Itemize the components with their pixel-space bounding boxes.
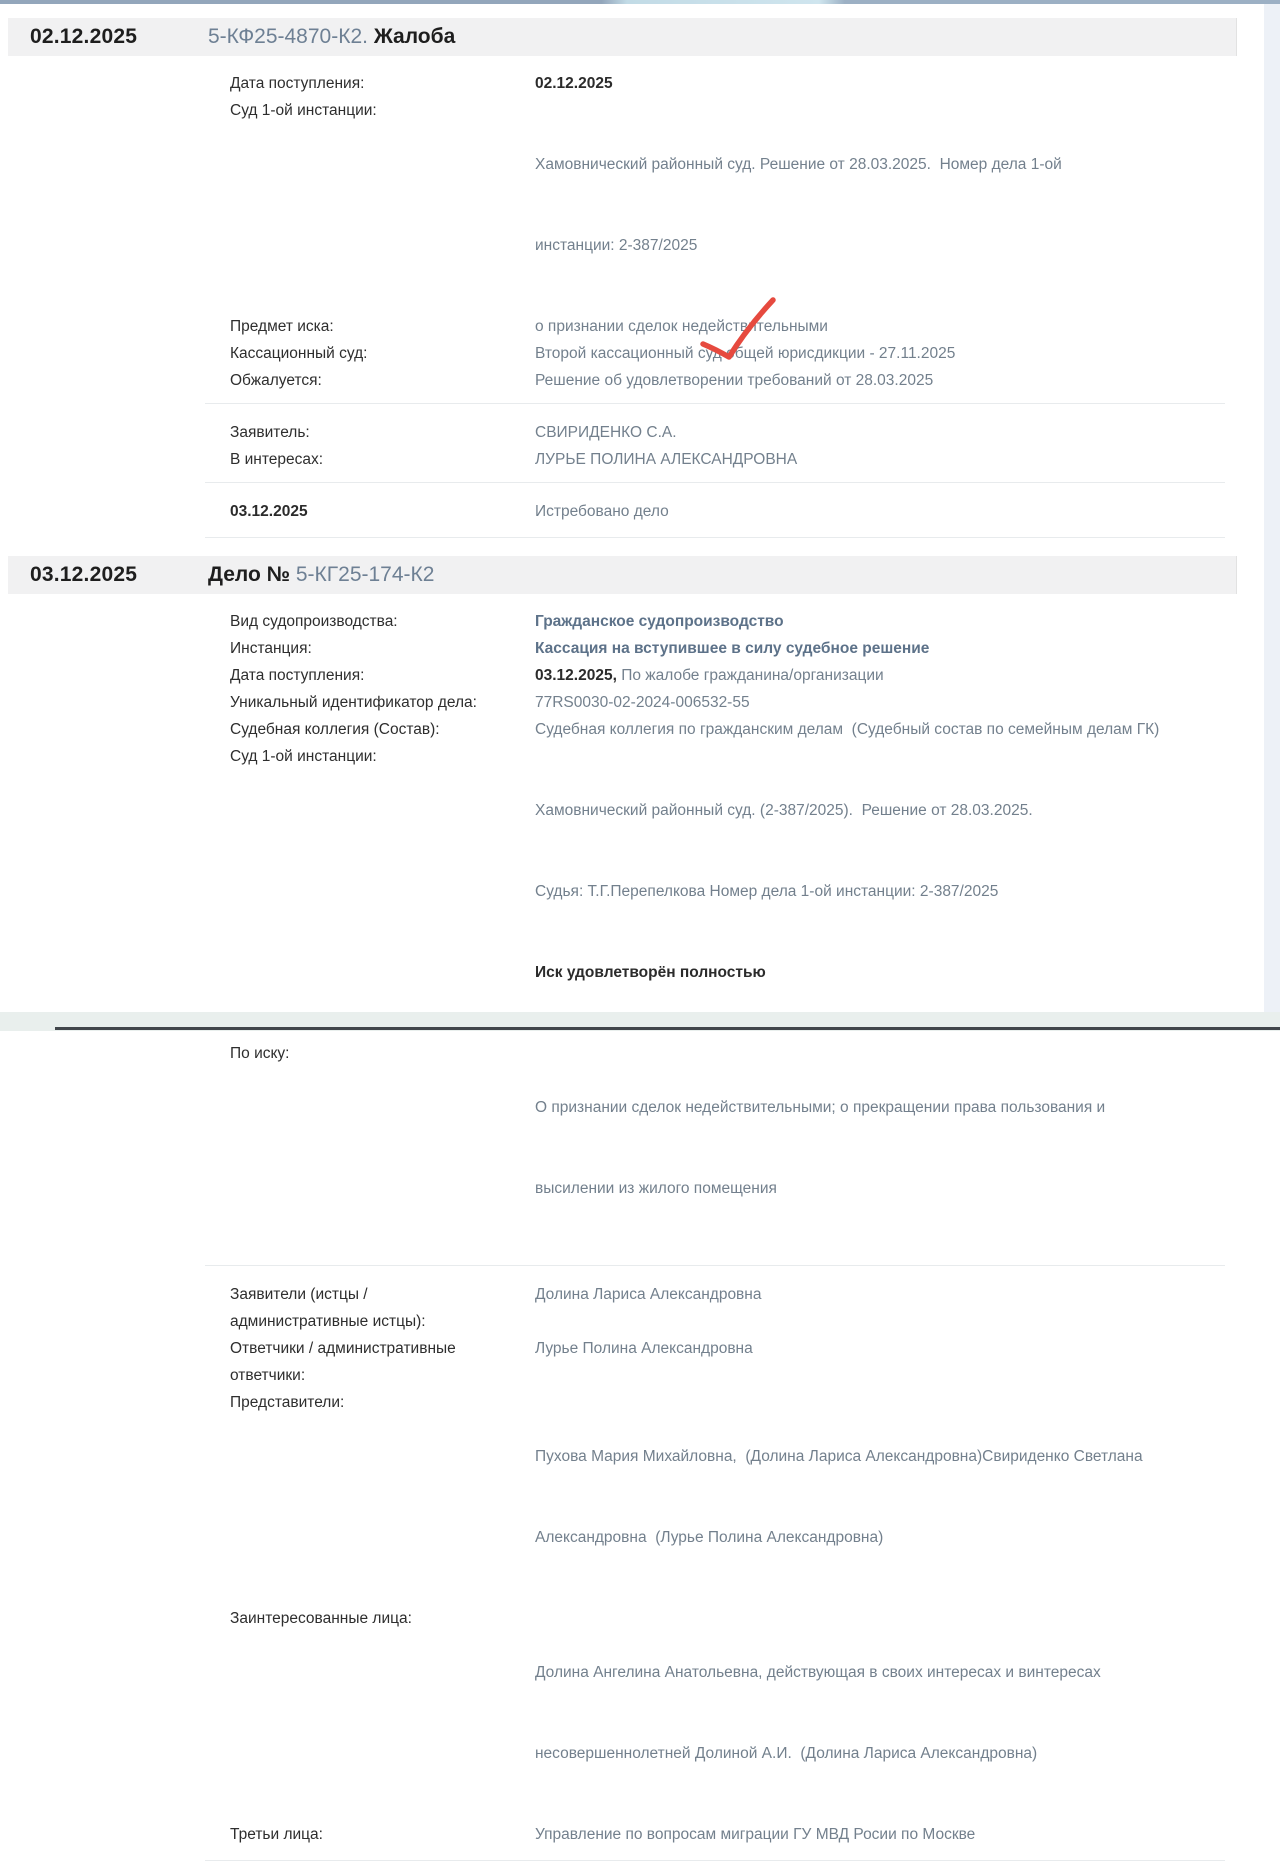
value-line: инстанции: 2-387/2025: [535, 237, 698, 254]
field-value: Второй кассационный суд общей юрисдикции - 27.11.2025: [535, 345, 956, 362]
party-row: [230, 1605, 1225, 1821]
field-value: Лурье Полина Александровна: [535, 1340, 753, 1357]
party-row: [230, 1389, 1225, 1605]
value-line: Пухова Мария Михайловна, (Долина Лариса Александровна)Свириденко Светлана: [535, 1448, 1143, 1465]
case-tracking-page: [8, 4, 1237, 1861]
bottom-bar: [0, 1012, 1280, 1031]
case-kind-label: Жалоба: [373, 25, 456, 48]
field-value: Кассация на вступившее в силу судебное решение: [535, 640, 930, 657]
field-label: Судебная коллегия (Состав):: [230, 721, 440, 738]
party-row: [230, 419, 1225, 446]
case-number-link[interactable]: 5-КФ25-4870-К2.: [208, 25, 368, 48]
party-row: [230, 446, 1225, 473]
case-title: [208, 25, 455, 49]
detail-row: [230, 662, 1225, 689]
detail-row: [230, 743, 1225, 1040]
case-header: [8, 556, 1237, 594]
field-label: Заявители (истцы / административные истцы):: [230, 1286, 426, 1330]
detail-row: [230, 689, 1225, 716]
history-date: 03.12.2025: [230, 503, 308, 520]
divider: [205, 1265, 1225, 1266]
detail-row: [230, 70, 1225, 97]
value-date-bold: 03.12.2025,: [535, 667, 617, 684]
field-label: Ответчики / административные ответчики:: [230, 1340, 456, 1384]
history-action: Истребовано дело: [535, 503, 669, 520]
case-date: 02.12.2025: [30, 25, 138, 48]
detail-row: [230, 716, 1225, 743]
field-value: СВИРИДЕНКО С.А.: [535, 424, 677, 441]
case-card-complaint: [8, 18, 1237, 538]
field-label: По иску:: [230, 1045, 290, 1062]
detail-row: [230, 635, 1225, 662]
field-value: [535, 743, 1225, 1040]
field-label: Представители:: [230, 1394, 345, 1411]
detail-row: [230, 367, 1225, 394]
field-label: Дата поступления:: [230, 667, 365, 684]
field-label: Третьи лица:: [230, 1826, 323, 1843]
field-label: Обжалуется:: [230, 372, 322, 389]
case-details: [8, 56, 1237, 538]
detail-row: [230, 1040, 1225, 1256]
detail-row: [230, 608, 1225, 635]
field-label: Кассационный суд:: [230, 345, 368, 362]
field-label: Заявитель:: [230, 424, 310, 441]
field-value: Судебная коллегия по гражданским делам (Судебный состав по семейным делам ГК): [535, 721, 1160, 738]
field-label: Суд 1-ой инстанции:: [230, 748, 377, 765]
case-number-link[interactable]: 5-КГ25-174-К2: [295, 563, 435, 586]
value-line: несовершеннолетней Долиной А.И. (Долина Лариса Александровна): [535, 1745, 1038, 1762]
party-row: [230, 1281, 1225, 1335]
field-value: [535, 1605, 1225, 1821]
divider: [205, 482, 1225, 483]
field-label: Вид судопроизводства:: [230, 613, 398, 630]
field-label: Предмет иска:: [230, 318, 334, 335]
value-line: Хамовнический районный суд. Решение от 28.03.2025. Номер дела 1-ой: [535, 156, 1062, 173]
field-value: Долина Лариса Александровна: [535, 1286, 762, 1303]
card-bottom-divider: [205, 537, 1225, 538]
case-title-label: Дело №: [208, 563, 291, 586]
field-label: Инстанция:: [230, 640, 312, 657]
case-result: Иск удовлетворён полностью: [535, 964, 766, 981]
field-label: Суд 1-ой инстанции:: [230, 102, 377, 119]
field-value: ЛУРЬЕ ПОЛИНА АЛЕКСАНДРОВНА: [535, 451, 798, 468]
scrollbar-track[interactable]: [1264, 4, 1280, 1012]
case-header: [8, 18, 1237, 56]
detail-row: [230, 97, 1225, 313]
value-line: Александровна (Лурье Полина Александровна): [535, 1529, 884, 1546]
field-label: Дата поступления:: [230, 75, 365, 92]
value-line: О признании сделок недействительными; о прекращении права пользования и: [535, 1099, 1106, 1116]
case-title: [208, 563, 434, 587]
field-value: Решение об удовлетворении требований от 28.03.2025: [535, 372, 934, 389]
case-date: 03.12.2025: [30, 563, 138, 586]
bottom-dark-line: [55, 1027, 1280, 1030]
party-row: [230, 1821, 1225, 1848]
history-row: [230, 498, 1225, 525]
field-value: Гражданское судопроизводство: [535, 613, 784, 630]
field-value: 77RS0030-02-2024-006532-55: [535, 694, 750, 711]
value-line: Долина Ангелина Анатольевна, действующая в своих интересах и винтересах: [535, 1664, 1101, 1681]
field-value: [535, 1040, 1225, 1256]
field-value: [535, 662, 1225, 689]
value-line: Хамовнический районный суд. (2-387/2025). Решение от 28.03.2025.: [535, 802, 1033, 819]
field-label: В интересах:: [230, 451, 324, 468]
case-card-main: [8, 556, 1237, 1861]
field-label: Уникальный идентификатор дела:: [230, 694, 477, 711]
field-value: [535, 97, 1225, 313]
case-details: [8, 594, 1237, 1861]
party-row: [230, 1335, 1225, 1389]
value-line: Судья: Т.Г.Перепелкова Номер дела 1-ой инстанции: 2-387/2025: [535, 883, 999, 900]
divider: [205, 403, 1225, 404]
detail-row: [230, 340, 1225, 367]
value-rest: По жалобе гражданина/организации: [616, 667, 884, 684]
field-value: о признании сделок недействительными: [535, 318, 828, 335]
field-value: [535, 1389, 1225, 1605]
value-line: высилении из жилого помещения: [535, 1180, 777, 1197]
field-label: Заинтересованные лица:: [230, 1610, 412, 1627]
detail-row: [230, 313, 1225, 340]
field-value: 02.12.2025: [535, 75, 613, 92]
field-value: Управление по вопросам миграции ГУ МВД Росии по Москве: [535, 1826, 976, 1843]
